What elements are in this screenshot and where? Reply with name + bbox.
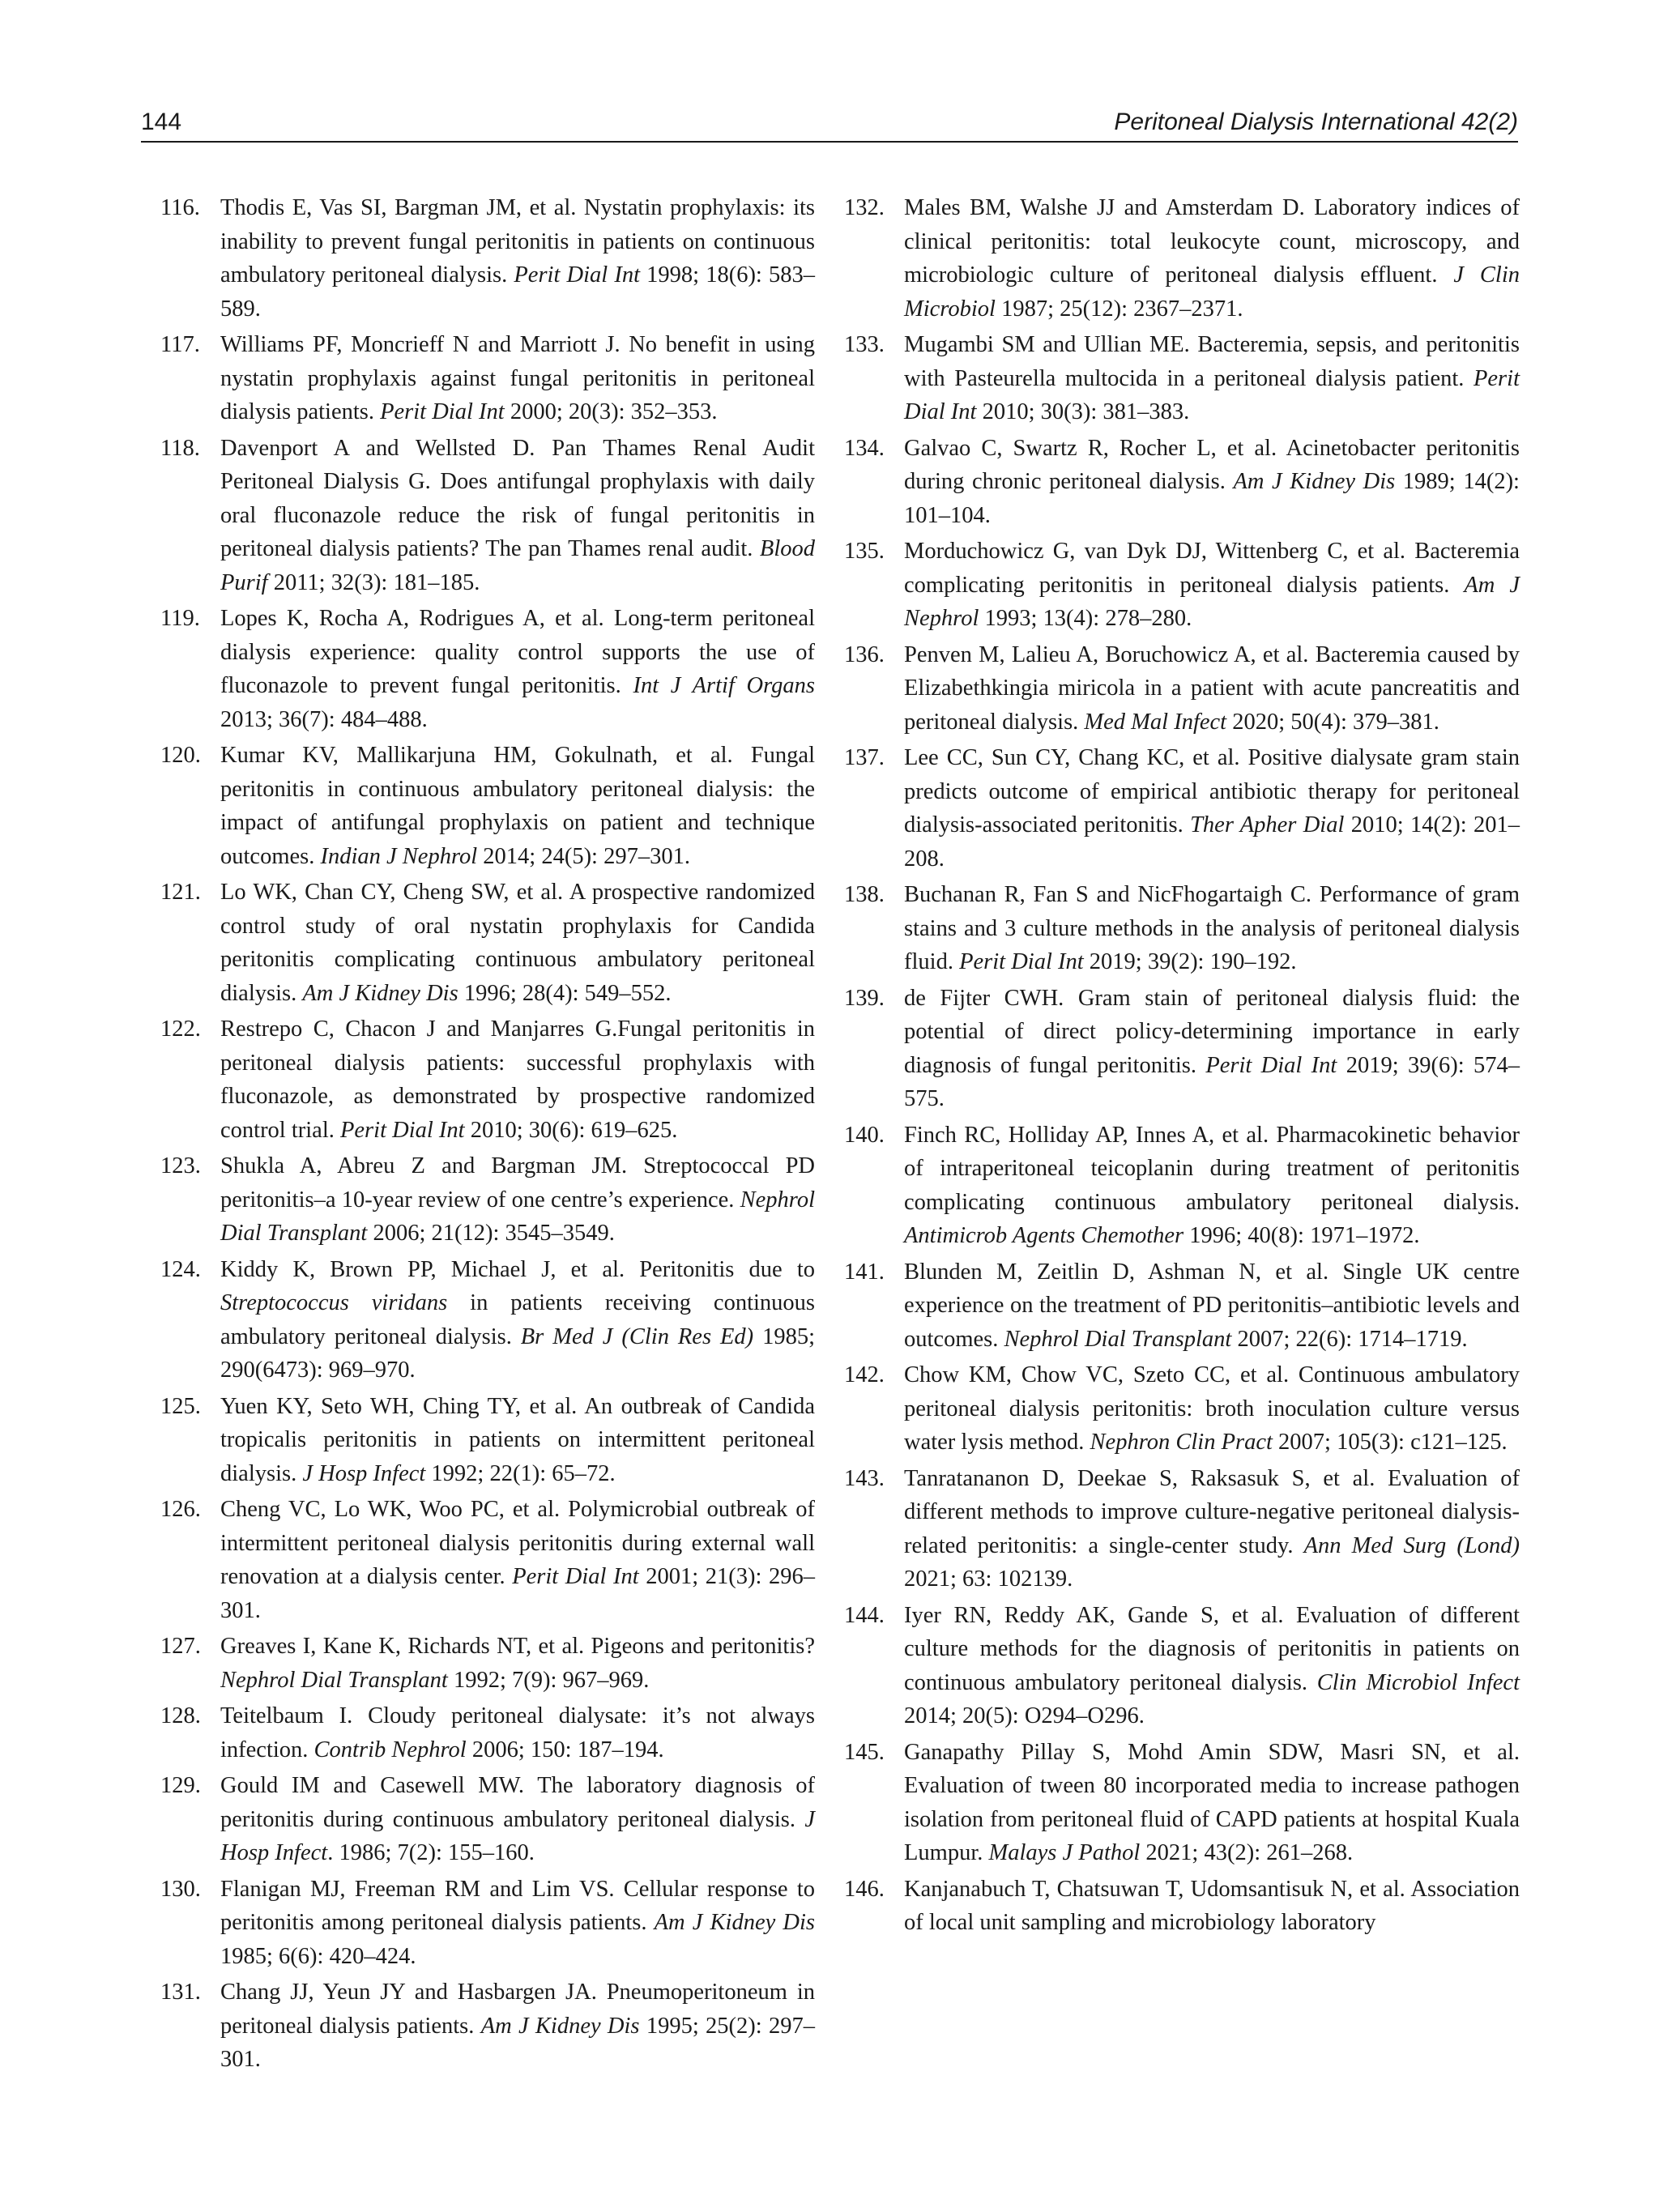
reference-number: 118. [160, 435, 200, 461]
reference-item [844, 1736, 1520, 1870]
reference-text: Iyer RN, Reddy AK, Gande S, et al. Evaluation of different culture methods for the diagnosis of peritonitis in patients on continuous ambulatory peritoneal dialysis. [904, 1602, 1520, 1695]
page-header [141, 104, 1518, 141]
reference-citation: 1985; 290(6473): 969–970. [220, 1323, 815, 1383]
reference-item [844, 1462, 1520, 1596]
journal-name: Clin Microbiol Infect [1316, 1669, 1520, 1695]
reference-citation: 2019; 39(6): 574–575. [904, 1052, 1520, 1111]
reference-text: Males BM, Walshe JJ and Amsterdam D. Laboratory indices of clinical peritonitis: total leukocyte count, microscopy, and microbiologic culture of peritoneal dialysis effluent. [904, 195, 1520, 288]
reference-item [160, 1390, 815, 1491]
journal-name: Perit Dial Int [340, 1117, 465, 1143]
reference-item [160, 191, 815, 326]
reference-text: Chang JJ, Yeun JY and Hasbargen JA. Pneumoperitoneum in peritoneal dialysis patients. [220, 1980, 815, 2039]
reference-number: 117. [160, 332, 200, 357]
reference-item [844, 1599, 1520, 1733]
reference-citation: 2007; 22(6): 1714–1719. [1231, 1326, 1468, 1352]
reference-item [844, 535, 1520, 636]
reference-citation: 2014; 24(5): 297–301. [477, 843, 690, 869]
reference-citation: 1996; 40(8): 1971–1972. [1183, 1223, 1420, 1248]
reference-citation: 1987; 25(12): 2367–2371. [995, 296, 1243, 322]
reference-number: 125. [160, 1393, 201, 1419]
journal-name: Am J Kidney Dis [654, 1910, 815, 1935]
journal-name: Perit Dial Int [904, 365, 1520, 424]
reference-item [844, 1119, 1520, 1253]
references-left-column [160, 191, 815, 2079]
reference-citation: 2001; 21(3): 296–301. [220, 1564, 815, 1623]
reference-number: 124. [160, 1256, 201, 1282]
reference-number: 116. [160, 195, 200, 220]
reference-number: 136. [844, 641, 885, 667]
reference-item [844, 432, 1520, 533]
species-name: Streptococcus viridans [220, 1290, 448, 1315]
reference-text: Greaves I, Kane K, Richards NT, et al. Pigeons and peritonitis? [220, 1634, 815, 1659]
reference-number: 131. [160, 1980, 201, 2005]
journal-name: Med Mal Infect [1084, 709, 1227, 735]
reference-item [844, 741, 1520, 876]
reference-item [160, 1493, 815, 1627]
reference-text: Blunden M, Zeitlin D, Ashman N, et al. Single UK centre experience on the treatment of PD peritonitis–antibiotic levels and outcomes. [904, 1259, 1520, 1352]
journal-name: Nephron Clin Pract [1090, 1430, 1273, 1455]
reference-citation: 1985; 6(6): 420–424. [220, 1943, 416, 1969]
reference-item [160, 739, 815, 873]
reference-number: 138. [844, 882, 885, 907]
reference-number: 146. [844, 1876, 885, 1902]
reference-text: Tanratananon D, Deekae S, Raksasuk S, et al. Evaluation of different methods to improve culture-negative peritoneal dialysis-related peritonitis: a single-center study. [904, 1465, 1520, 1558]
reference-item [160, 328, 815, 429]
reference-number: 126. [160, 1497, 201, 1522]
reference-item [160, 1699, 815, 1767]
reference-item [844, 1255, 1520, 1357]
journal-name: Nephrol Dial Transplant [220, 1667, 448, 1693]
reference-number: 119. [160, 606, 200, 631]
reference-number: 120. [160, 743, 201, 768]
reference-item [160, 1012, 815, 1147]
reference-citation: 2006; 150: 187–194. [466, 1737, 664, 1762]
journal-name: Perit Dial Int [512, 1564, 639, 1589]
reference-text: Lopes K, Rocha A, Rodrigues A, et al. Long-term peritoneal dialysis experience: quality control supports the use of fluconazole to prevent fungal peritonitis. [220, 606, 815, 698]
reference-text: Cheng VC, Lo WK, Woo PC, et al. Polymicrobial outbreak of intermittent peritoneal dialysis peritonitis during external wall renovation at a dialysis center. [220, 1497, 815, 1589]
reference-number: 122. [160, 1016, 201, 1042]
reference-item [844, 638, 1520, 739]
reference-text: Shukla A, Abreu Z and Bargman JM. Streptococcal PD peritonitis–a 10-year review of one centre’s experience. [220, 1153, 815, 1213]
journal-name: Am J Nephrol [904, 572, 1520, 631]
journal-name: J Hosp Infect [302, 1460, 426, 1486]
reference-citation: 1989; 14(2): 101–104. [904, 469, 1520, 528]
reference-text: Kanjanabuch T, Chatsuwan T, Udomsantisuk N, et al. Association of local unit sampling and microbiology laboratory [904, 1876, 1520, 1935]
reference-text: Gould IM and Casewell MW. The laboratory diagnosis of peritonitis during continuous ambulatory peritoneal dialysis. [220, 1773, 815, 1832]
reference-text: Chow KM, Chow VC, Szeto CC, et al. Continuous ambulatory peritoneal dialysis peritonitis: broth inoculation culture versus water lysis method. [904, 1362, 1520, 1455]
reference-item [844, 328, 1520, 429]
reference-number: 133. [844, 332, 885, 357]
reference-item [160, 1149, 815, 1251]
reference-number: 121. [160, 880, 201, 905]
reference-citation: 1993; 13(4): 278–280. [979, 606, 1192, 631]
reference-citation: 2013; 36(7): 484–488. [220, 706, 428, 732]
journal-name: Ann Med Surg (Lond) [1303, 1532, 1520, 1558]
journal-name: Perit Dial Int [1205, 1052, 1337, 1078]
reference-text: Davenport A and Wellsted D. Pan Thames Renal Audit Peritoneal Dialysis G. Does antifungal prophylaxis with daily oral fluconazole reduce the risk of fungal peritonitis in peritoneal dialysis patients? The pan Thames renal audit. [220, 435, 815, 561]
reference-citation: 1992; 22(1): 65–72. [425, 1460, 616, 1486]
reference-citation: 2006; 21(12): 3545–3549. [367, 1221, 615, 1246]
reference-number: 141. [844, 1259, 885, 1285]
reference-citation: 2000; 20(3): 352–353. [504, 399, 718, 424]
reference-item [844, 1873, 1520, 1940]
reference-text: Lo WK, Chan CY, Cheng SW, et al. A prospective randomized control study of oral nystatin prophylaxis for Candida peritonitis complicating continuous ambulatory peritoneal dialysis. [220, 880, 815, 1006]
reference-item [160, 602, 815, 736]
journal-name: J Hosp Infect [220, 1806, 815, 1865]
reference-number: 128. [160, 1703, 201, 1728]
reference-text: Morduchowicz G, van Dyk DJ, Wittenberg C, et al. Bacteremia complicating peritonitis in peritoneal dialysis patients. [904, 539, 1520, 598]
reference-text: Buchanan R, Fan S and NicFhogartaigh C. Performance of gram stains and 3 culture methods in the analysis of peritoneal dialysis fluid. [904, 882, 1520, 974]
reference-number: 123. [160, 1153, 201, 1178]
reference-text: Thodis E, Vas SI, Bargman JM, et al. Nystatin prophylaxis: its inability to prevent fungal peritonitis in patients on continuous ambulatory peritoneal dialysis. [220, 195, 815, 288]
reference-item [160, 1769, 815, 1870]
reference-text: Mugambi SM and Ullian ME. Bacteremia, sepsis, and peritonitis with Pasteurella multocida in a peritoneal dialysis patient. [904, 332, 1520, 391]
journal-name: Indian J Nephrol [320, 843, 478, 869]
reference-text: Yuen KY, Seto WH, Ching TY, et al. An outbreak of Candida tropicalis peritonitis in patients on intermittent peritoneal dialysis. [220, 1393, 815, 1486]
reference-text: Lee CC, Sun CY, Chang KC, et al. Positive dialysate gram stain predicts outcome of empirical antibiotic therapy for peritoneal dialysis-associated peritonitis. [904, 745, 1520, 837]
reference-citation: 2007; 105(3): c121–125. [1272, 1430, 1508, 1455]
journal-name: Blood Purif [220, 536, 815, 595]
journal-name: Int J Artif Organs [633, 673, 815, 698]
reference-number: 132. [844, 195, 885, 220]
reference-citation: 2011; 32(3): 181–185. [267, 569, 480, 595]
journal-name: Nephrol Dial Transplant [220, 1187, 815, 1246]
journal-name: Br Med J (Clin Res Ed) [520, 1323, 754, 1349]
journal-name: Contrib Nephrol [313, 1737, 467, 1762]
reference-number: 143. [844, 1465, 885, 1491]
reference-citation: 2014; 20(5): O294–O296. [904, 1703, 1145, 1728]
page-number: 144 [141, 109, 182, 135]
journal-name: Perit Dial Int [959, 949, 1084, 974]
reference-citation: 1995; 25(2): 297–301. [220, 2013, 815, 2072]
reference-citation: 2021; 43(2): 261–268. [1140, 1840, 1354, 1865]
reference-item [160, 1253, 815, 1387]
reference-item [160, 1630, 815, 1697]
reference-number: 145. [844, 1739, 885, 1765]
journal-name: Perit Dial Int [514, 262, 640, 288]
reference-item [844, 878, 1520, 979]
reference-number: 135. [844, 539, 885, 564]
reference-item [844, 1358, 1520, 1460]
journal-name: Am J Kidney Dis [1233, 469, 1396, 494]
reference-item [160, 1873, 815, 1974]
journal-name: J Clin Microbiol [904, 262, 1520, 322]
reference-text: de Fijter CWH. Gram stain of peritoneal dialysis fluid: the potential of direct policy-determining importance in early diagnosis of fungal peritonitis. [904, 985, 1520, 1078]
reference-citation: 1992; 7(9): 967–969. [447, 1667, 650, 1693]
reference-number: 139. [844, 985, 885, 1011]
reference-text: Kumar KV, Mallikarjuna HM, Gokulnath, et al. Fungal peritonitis in continuous ambulatory peritoneal dialysis: the impact of antifungal prophylaxis on patient and technique outcomes. [220, 743, 815, 869]
reference-citation: 2021; 63: 102139. [904, 1566, 1073, 1592]
reference-text: Restrepo C, Chacon J and Manjarres G.Fungal peritonitis in peritoneal dialysis patients: successful prophylaxis with fluconazole, as demonstrated by prospective randomized control trial. [220, 1016, 815, 1143]
reference-item [844, 191, 1520, 326]
reference-text: Teitelbaum I. Cloudy peritoneal dialysate: it’s not always infection. [220, 1703, 815, 1762]
reference-text: Kiddy K, Brown PP, Michael J, et al. Peritonitis due to [220, 1256, 815, 1282]
reference-number: 129. [160, 1773, 201, 1798]
journal-title: Peritoneal Dialysis International 42(2) [1114, 109, 1518, 135]
reference-citation: 1998; 18(6): 583–589. [220, 262, 815, 322]
reference-number: 130. [160, 1876, 201, 1902]
reference-text: Penven M, Lalieu A, Boruchowicz A, et al. Bacteremia caused by Elizabethkingia miricola in a patient with acute pancreatitis and peritoneal dialysis. [904, 641, 1520, 735]
reference-number: 137. [844, 745, 885, 770]
reference-number: 140. [844, 1122, 885, 1148]
reference-item [160, 876, 815, 1010]
reference-citation: 1996; 28(4): 549–552. [458, 980, 672, 1006]
reference-citation: 2020; 50(4): 379–381. [1226, 709, 1439, 735]
reference-item [160, 432, 815, 600]
reference-item [844, 982, 1520, 1116]
reference-citation: 2010; 14(2): 201–208. [904, 812, 1520, 872]
journal-name: Malays J Pathol [988, 1840, 1141, 1865]
reference-citation: 2010; 30(6): 619–625. [464, 1117, 678, 1143]
reference-text: in patients receiving continuous ambulatory peritoneal dialysis. [220, 1290, 815, 1349]
journal-name: Am J Kidney Dis [302, 980, 458, 1006]
reference-number: 144. [844, 1602, 885, 1628]
reference-number: 127. [160, 1634, 201, 1659]
header-rule [141, 141, 1518, 143]
journal-name: Am J Kidney Dis [480, 2013, 640, 2039]
reference-text: Ganapathy Pillay S, Mohd Amin SDW, Masri SN, et al. Evaluation of tween 80 incorporated media to increase pathogen isolation from peritoneal fluid of CAPD patients at hospital Kuala Lumpur. [904, 1739, 1520, 1865]
reference-citation: 2010; 30(3): 381–383. [976, 399, 1190, 424]
reference-item [160, 1975, 815, 2077]
reference-citation: . 1986; 7(2): 155–160. [327, 1840, 535, 1865]
journal-name: Antimicrob Agents Chemother [904, 1223, 1184, 1248]
reference-text: Finch RC, Holliday AP, Innes A, et al. Pharmacokinetic behavior of intraperitoneal teicoplanin during treatment of peritonitis complicating continuous ambulatory peritoneal dialysis. [904, 1122, 1520, 1215]
reference-text: Williams PF, Moncrieff N and Marriott J. No benefit in using nystatin prophylaxis against fungal peritonitis in peritoneal dialysis patients. [220, 332, 815, 424]
reference-text: Galvao C, Swartz R, Rocher L, et al. Acinetobacter peritonitis during chronic peritoneal dialysis. [904, 435, 1520, 494]
reference-citation: 2019; 39(2): 190–192. [1083, 949, 1297, 974]
journal-name: Perit Dial Int [380, 399, 505, 424]
reference-number: 134. [844, 435, 885, 461]
reference-number: 142. [844, 1362, 885, 1387]
references-right-column [844, 191, 1520, 1942]
reference-text: Flanigan MJ, Freeman RM and Lim VS. Cellular response to peritonitis among peritoneal dialysis patients. [220, 1876, 815, 1935]
journal-name: Nephrol Dial Transplant [1004, 1326, 1232, 1352]
journal-name: Ther Apher Dial [1190, 812, 1345, 837]
